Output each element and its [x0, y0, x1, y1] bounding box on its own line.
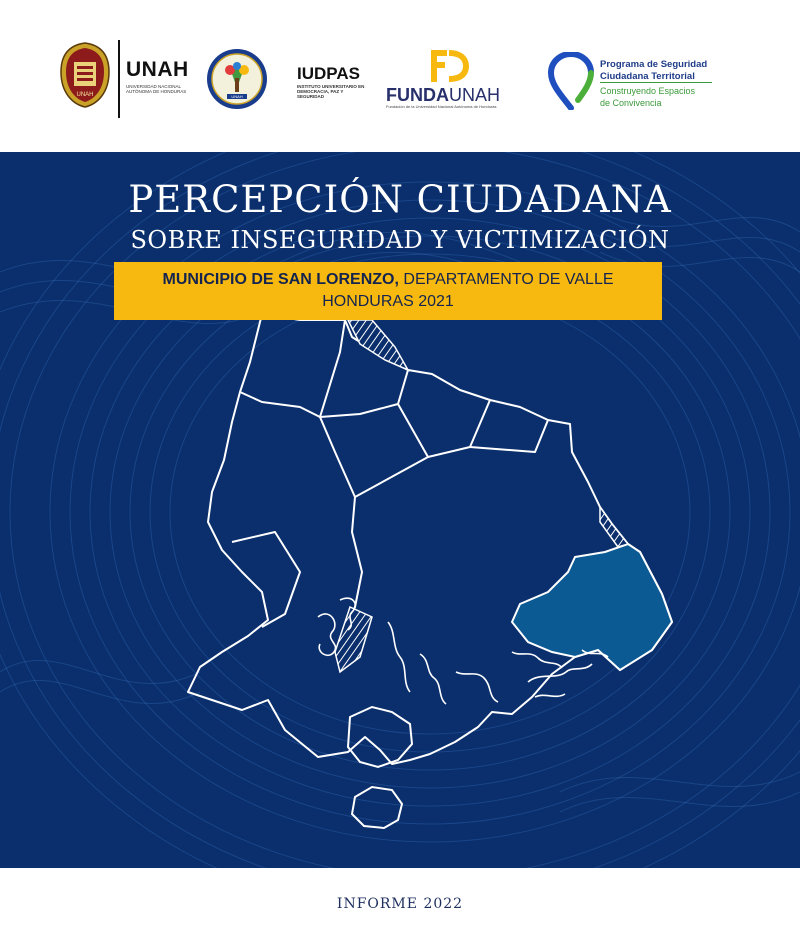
programa-line2: Ciudadana Territorial [600, 71, 695, 82]
report-year: INFORME 2022 [336, 896, 464, 912]
fundaunah-light: UNAH [449, 85, 501, 105]
island-large [348, 707, 412, 767]
programa-rule [600, 82, 712, 83]
footer [0, 868, 800, 938]
banner-line2: HONDURAS 2021 [322, 293, 454, 310]
san-lorenzo-map [0, 152, 800, 868]
programa-line1: Programa de Seguridad [600, 59, 708, 70]
location-pin-icon [548, 52, 594, 110]
unah-round-seal-icon [206, 48, 268, 110]
fundaunah-logo-subtitle: Fundación de la Universidad Nacional Autónoma de Honduras [386, 104, 497, 109]
island-small [352, 787, 402, 828]
banner-line1 [114, 271, 662, 289]
unah-logo-text: UNAH [126, 58, 189, 81]
banner-departamento: DEPARTAMENTO DE VALLE [398, 271, 614, 288]
cover-title-line2: SOBRE INSEGURIDAD Y VICTIMIZACIÓN [130, 226, 670, 254]
banner-municipio: MUNICIPIO DE SAN LORENZO, [162, 271, 399, 288]
iudpas-logo-subtitle: INSTITUTO UNIVERSITARIO EN DEMOCRACIA, PAZ Y SEGURIDAD [297, 84, 365, 99]
municipio-banner [114, 262, 662, 320]
fundaunah-logo-text [386, 85, 500, 106]
unah-seal-icon [60, 42, 110, 108]
highlighted-region [512, 544, 672, 670]
logo-strip [0, 0, 800, 152]
cover-panel [0, 152, 800, 868]
round-seal-text: UNAH [231, 94, 243, 100]
unah-logo-subtitle: UNIVERSIDAD NACIONAL AUTÓNOMA DE HONDURAS [126, 84, 187, 94]
iudpas-logo-text: IUDPAS [297, 64, 360, 83]
fundaunah-mark-icon [427, 48, 471, 84]
programa-line3: Construyendo Espacios [600, 86, 696, 96]
logo-divider [118, 40, 120, 118]
cover-title-line1: PERCEPCIÓN CIUDADANA [128, 178, 672, 221]
unah-seal-text: UNAH [76, 92, 94, 98]
fundaunah-bold: FUNDA [386, 85, 449, 105]
programa-line4: de Convivencia [600, 98, 662, 108]
